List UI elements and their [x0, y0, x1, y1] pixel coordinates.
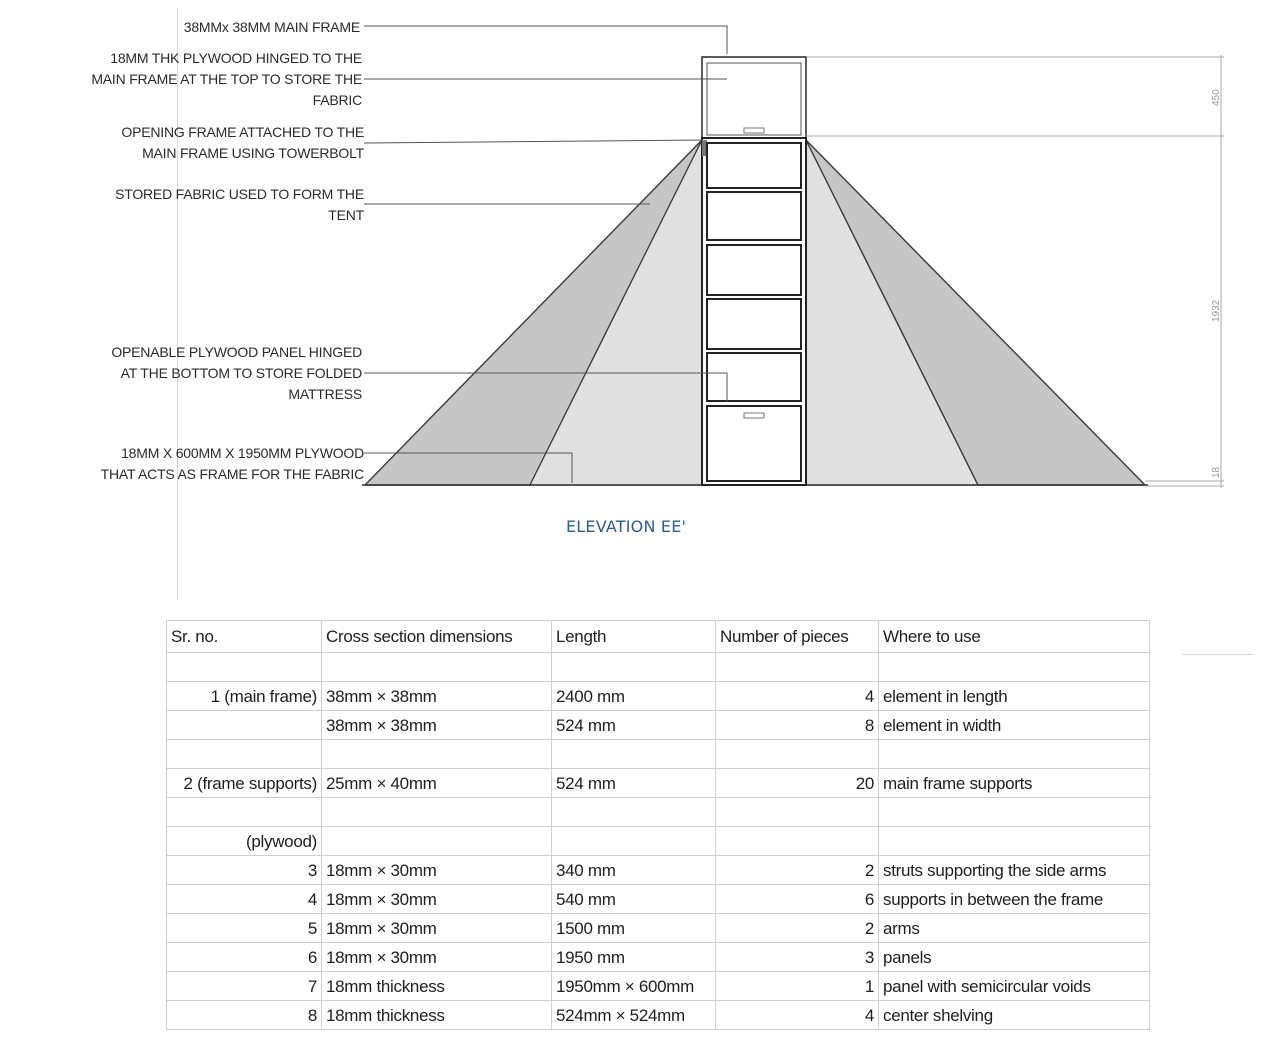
where-cell: main frame supports: [879, 769, 1150, 798]
callout-openable-panel-line-1: OPENABLE PLYWOOD PANEL HINGED: [111, 344, 362, 360]
length-cell: 524 mm: [552, 769, 716, 798]
table-row: [167, 769, 1150, 798]
length-cell: 1500 mm: [552, 914, 716, 943]
sr-no-cell: 8: [167, 1001, 322, 1030]
where-cell: [879, 827, 1150, 856]
table-header-row: [167, 621, 1150, 653]
callout-base-plywood-line-2: THAT ACTS AS FRAME FOR THE FABRIC: [100, 466, 364, 482]
cross-section-cell: [322, 740, 552, 769]
callout-stored-fabric-line-2: TENT: [328, 207, 364, 223]
length-cell: 1950mm × 600mm: [552, 972, 716, 1001]
pieces-cell: 4: [716, 682, 879, 711]
length-cell: [552, 827, 716, 856]
where-cell: arms: [879, 914, 1150, 943]
cross-section-cell: 18mm × 30mm: [322, 885, 552, 914]
pieces-cell: [716, 740, 879, 769]
pieces-cell: 8: [716, 711, 879, 740]
cross-section-cell: [322, 827, 552, 856]
sr-no-cell: 1 (main frame): [167, 682, 322, 711]
table-row: [167, 682, 1150, 711]
pieces-cell: 2: [716, 856, 879, 885]
callout-top-plywood-line-3: FABRIC: [312, 92, 362, 108]
table-row: [167, 914, 1150, 943]
sr-no-cell: 5: [167, 914, 322, 943]
where-cell: [879, 798, 1150, 827]
table-row: [167, 653, 1150, 682]
header-cross-section: Cross section dimensions: [322, 621, 552, 653]
sr-no-cell: 6: [167, 943, 322, 972]
pieces-cell: 2: [716, 914, 879, 943]
where-cell: element in length: [879, 682, 1150, 711]
length-cell: 340 mm: [552, 856, 716, 885]
pieces-cell: 20: [716, 769, 879, 798]
main-frame-column: [702, 138, 806, 485]
header-sr-no: Sr. no.: [167, 621, 322, 653]
cross-section-cell: 18mm × 30mm: [322, 914, 552, 943]
callout-base-plywood-line-1: 18MM X 600MM X 1950MM PLYWOOD: [121, 445, 364, 461]
cross-section-cell: [322, 653, 552, 682]
length-cell: [552, 798, 716, 827]
table-row: [167, 798, 1150, 827]
header-pieces: Number of pieces: [716, 621, 879, 653]
sr-no-cell: 2 (frame supports): [167, 769, 322, 798]
where-cell: element in width: [879, 711, 1150, 740]
callout-openable-panel-line-2: AT THE BOTTOM TO STORE FOLDED: [120, 365, 362, 381]
cross-section-cell: 18mm thickness: [322, 1001, 552, 1030]
header-length: Length: [552, 621, 716, 653]
table-row: [167, 827, 1150, 856]
callout-opening-frame-line-1: OPENING FRAME ATTACHED TO THE: [121, 124, 364, 140]
where-cell: panels: [879, 943, 1150, 972]
length-cell: 1950 mm: [552, 943, 716, 972]
dim-label-18: 18: [1211, 466, 1222, 478]
dim-label-1932: 1932: [1211, 299, 1222, 322]
pieces-cell: 1: [716, 972, 879, 1001]
leader-opening-frame: [364, 140, 702, 143]
sr-no-cell: 4: [167, 885, 322, 914]
cross-section-cell: 38mm × 38mm: [322, 711, 552, 740]
sr-no-cell: (plywood): [167, 827, 322, 856]
sheet-guide-horizontal: [1182, 654, 1254, 655]
where-cell: struts supporting the side arms: [879, 856, 1150, 885]
callout-stored-fabric-line-1: STORED FABRIC USED TO FORM THE: [115, 186, 364, 202]
parts-table-body: [167, 621, 1150, 1030]
callout-top-plywood-line-2: MAIN FRAME AT THE TOP TO STORE THE: [91, 71, 362, 87]
dim-label-450: 450: [1211, 89, 1222, 106]
where-cell: [879, 653, 1150, 682]
sr-no-cell: [167, 711, 322, 740]
pieces-cell: [716, 798, 879, 827]
callout-openable-panel-line-3: MATTRESS: [288, 386, 362, 402]
sr-no-cell: [167, 798, 322, 827]
pieces-cell: 6: [716, 885, 879, 914]
length-cell: 2400 mm: [552, 682, 716, 711]
callout-opening-frame-line-2: MAIN FRAME USING TOWERBOLT: [142, 145, 364, 161]
table-row: [167, 1001, 1150, 1030]
table-row: [167, 943, 1150, 972]
where-cell: center shelving: [879, 1001, 1150, 1030]
cross-section-cell: 18mm × 30mm: [322, 856, 552, 885]
table-row: [167, 740, 1150, 769]
sr-no-cell: [167, 740, 322, 769]
sr-no-cell: [167, 653, 322, 682]
pieces-cell: [716, 827, 879, 856]
pieces-cell: 4: [716, 1001, 879, 1030]
length-cell: [552, 653, 716, 682]
length-cell: 524 mm: [552, 711, 716, 740]
header-where: Where to use: [879, 621, 1150, 653]
cross-section-cell: 18mm × 30mm: [322, 943, 552, 972]
length-cell: 540 mm: [552, 885, 716, 914]
elevation-title: ELEVATION EE': [566, 517, 687, 536]
where-cell: [879, 740, 1150, 769]
where-cell: supports in between the frame: [879, 885, 1150, 914]
table-row: [167, 856, 1150, 885]
cross-section-cell: 38mm × 38mm: [322, 682, 552, 711]
length-cell: 524mm × 524mm: [552, 1001, 716, 1030]
where-cell: panel with semicircular voids: [879, 972, 1150, 1001]
callout-top-plywood-line-1: 18MM THK PLYWOOD HINGED TO THE: [110, 50, 362, 66]
table-row: [167, 972, 1150, 1001]
parts-table: [166, 620, 1150, 1030]
pieces-cell: [716, 653, 879, 682]
callout-main-frame-line-1: 38MMx 38MM MAIN FRAME: [183, 19, 360, 35]
table-row: [167, 711, 1150, 740]
cross-section-cell: 25mm × 40mm: [322, 769, 552, 798]
pieces-cell: 3: [716, 943, 879, 972]
cross-section-cell: 18mm thickness: [322, 972, 552, 1001]
length-cell: [552, 740, 716, 769]
leader-main-frame: [364, 26, 727, 54]
cross-section-cell: [322, 798, 552, 827]
table-row: [167, 885, 1150, 914]
sr-no-cell: 7: [167, 972, 322, 1001]
sr-no-cell: 3: [167, 856, 322, 885]
